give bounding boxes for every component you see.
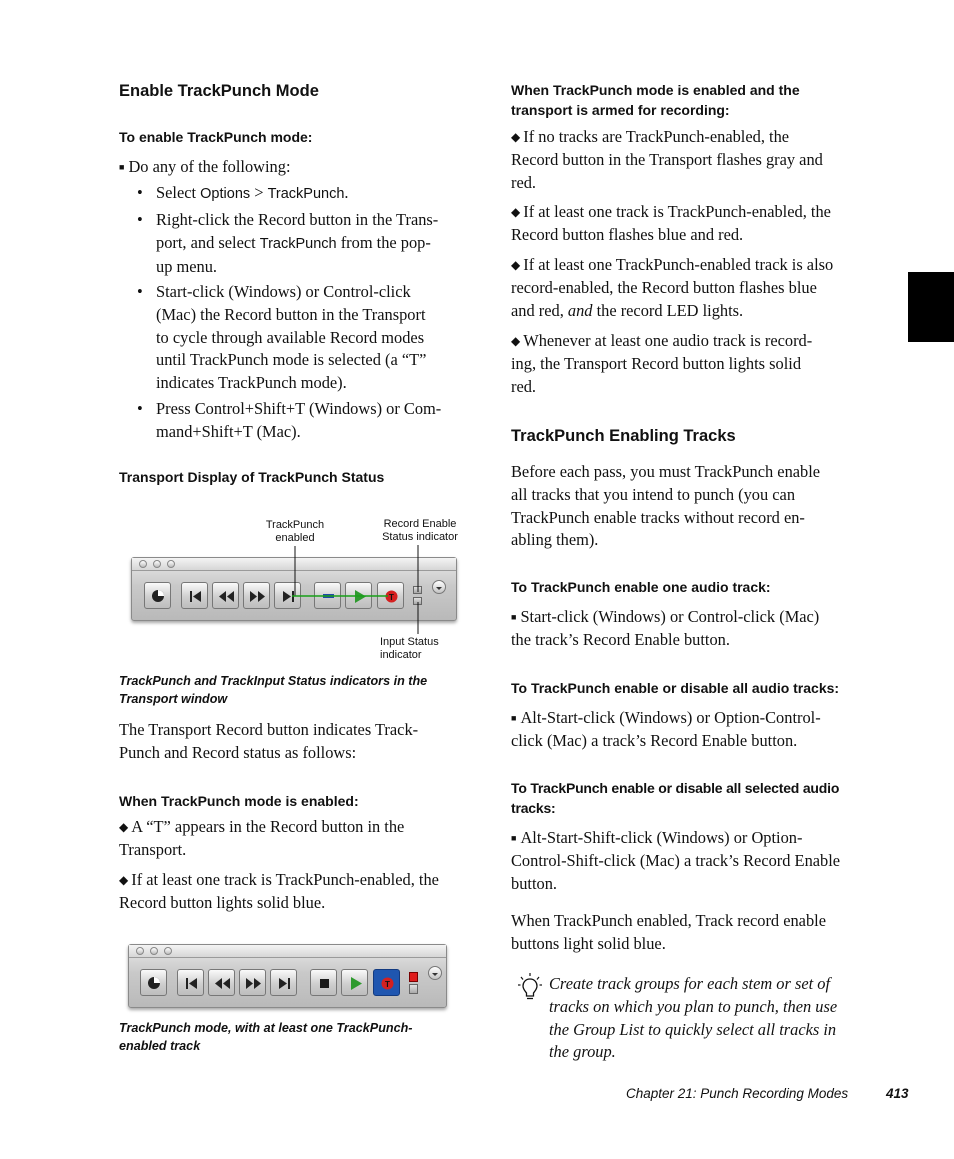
transport-menu-button[interactable]: [428, 966, 442, 980]
paragraph-enabled-blue: When TrackPunch enabled, Track record enable buttons light solid blue.: [511, 911, 826, 953]
window-zoom-icon: [164, 947, 172, 955]
list-item: ◆ If at least one track is TrackPunch-enabled, the Record button lights solid blue.: [119, 870, 439, 912]
chevron-down-icon: [429, 968, 441, 980]
window-close-icon: [136, 947, 144, 955]
transport-titlebar: [129, 945, 446, 958]
page-number: 413: [886, 1086, 909, 1101]
step-one-track: ■ Start-click (Windows) or Control-click (Mac) the track’s Record Enable button.: [511, 607, 820, 649]
go-to-end-button[interactable]: [270, 969, 297, 996]
fast-forward-button[interactable]: [239, 969, 266, 996]
list-item: ◆ If no tracks are TrackPunch-enabled, the Record button in the Transport flashes gray and red.: [511, 127, 823, 192]
chapter-thumb-tab: [908, 272, 954, 342]
square-bullet-icon: ■: [119, 162, 125, 172]
diamond-bullet-icon: ◆: [119, 873, 129, 887]
list-item: ◆ Whenever at least one audio track is record- ing, the Transport Record button lights solid red.: [511, 331, 813, 396]
record-button-trackpunch-blue[interactable]: [373, 969, 400, 996]
round-bullet-icon: •: [137, 282, 143, 301]
procedure-heading-when-enabled: When TrackPunch mode is enabled:: [119, 793, 359, 809]
round-bullet-icon: •: [137, 399, 143, 418]
procedure-heading-selected-tracks: To TrackPunch enable or disable all selected audio tracks:: [511, 780, 840, 816]
lightbulb-icon: [517, 972, 543, 1004]
callout-record-enable-status: Record Enable Status indicator: [382, 518, 458, 543]
procedure-heading-all-tracks: To TrackPunch enable or disable all audio tracks:: [511, 680, 840, 696]
step-do-any: ■ Do any of the following:: [119, 157, 291, 176]
tip-text: Create track groups for each stem or set of tracks on which you plan to punch, then use the Group List to quickly select all tracks in the group.: [549, 974, 838, 1062]
callout-input-status: Input Status indicator: [380, 636, 439, 661]
stop-icon: [311, 970, 338, 997]
square-bullet-icon: ■: [511, 833, 517, 843]
sub-heading-transport-display: Transport Display of TrackPunch Status: [119, 469, 385, 485]
figure-caption-2: TrackPunch mode, with at least one TrackPunch- enabled track: [119, 1021, 413, 1053]
list-item: ◆ If at least one track is TrackPunch-enabled, the Record button flashes blue and red.: [511, 202, 831, 244]
record-trackpunch-icon: [374, 970, 401, 997]
figure-caption-1: TrackPunch and TrackInput Status indicators in the Transport window: [119, 674, 428, 706]
window-minimize-icon: [150, 947, 158, 955]
rewind-icon: [209, 970, 236, 997]
list-item: • Right-click the Record button in the Trans- port, and select TrackPunch from the pop- up menu.: [137, 210, 439, 276]
callout-trackpunch-enabled: TrackPunch enabled: [265, 519, 325, 544]
square-bullet-icon: ■: [511, 713, 517, 723]
diamond-bullet-icon: ◆: [511, 205, 521, 219]
online-button[interactable]: [140, 969, 167, 996]
play-button[interactable]: [341, 969, 368, 996]
diamond-bullet-icon: ◆: [119, 820, 129, 834]
procedure-heading-enable: To enable TrackPunch mode:: [119, 129, 313, 145]
list-item: • Press Control+Shift+T (Windows) or Com- mand+Shift+T (Mac).: [137, 399, 442, 441]
section-heading-enable-trackpunch: Enable TrackPunch Mode: [119, 82, 319, 100]
return-to-zero-icon: [178, 970, 205, 997]
step-selected-tracks: ■ Alt-Start-Shift-click (Windows) or Option- Control-Shift-click (Mac) a track’s Record Enable button.: [511, 828, 841, 893]
diamond-bullet-icon: ◆: [511, 334, 521, 348]
paragraph-before-each-pass: Before each pass, you must TrackPunch enable all tracks that you intend to punch (you can TrackPunch enable tracks without record en- abling them).: [511, 462, 821, 550]
list-item: • Start-click (Windows) or Control-click (Mac) the Record button in the Transport to cycle through available Record modes until TrackPunch mode is selected (a “T” indicates TrackPunch mode).: [137, 282, 427, 393]
svg-text:T: T: [385, 980, 390, 989]
svg-text:T: T: [389, 593, 394, 602]
round-bullet-icon: •: [137, 210, 143, 229]
square-bullet-icon: ■: [511, 612, 517, 622]
stop-button[interactable]: [310, 969, 337, 996]
diamond-bullet-icon: ◆: [511, 258, 521, 272]
list-item: ◆ A “T” appears in the Record button in the Transport.: [119, 817, 405, 859]
play-icon: [342, 970, 369, 997]
paragraph-record-button-status: The Transport Record button indicates Track- Punch and Record status as follows:: [119, 720, 419, 762]
go-to-end-icon: [271, 970, 298, 997]
diamond-bullet-icon: ◆: [511, 130, 521, 144]
online-clock-icon: [141, 970, 168, 997]
procedure-heading-armed: When TrackPunch mode is enabled and the transport is armed for recording:: [511, 82, 800, 118]
rewind-button[interactable]: [208, 969, 235, 996]
input-status-indicator: [409, 984, 418, 994]
step-all-tracks: ■ Alt-Start-click (Windows) or Option-Control- click (Mac) a track’s Record Enable button.: [511, 708, 821, 750]
return-to-zero-button[interactable]: [177, 969, 204, 996]
fast-forward-icon: [240, 970, 267, 997]
list-item: ◆ If at least one TrackPunch-enabled track is also record-enabled, the Record button flashes blue and red, and the record LED lights.: [511, 255, 834, 320]
procedure-heading-one-track: To TrackPunch enable one audio track:: [511, 579, 771, 595]
section-heading-enabling-tracks: TrackPunch Enabling Tracks: [511, 427, 736, 445]
round-bullet-icon: •: [137, 183, 143, 202]
transport-window-figure-2: [128, 944, 447, 1008]
footer-chapter-title: Chapter 21: Punch Recording Modes: [626, 1086, 849, 1101]
list-item: • Select Options > TrackPunch.: [137, 182, 497, 206]
record-enable-status-indicator: [409, 972, 418, 982]
